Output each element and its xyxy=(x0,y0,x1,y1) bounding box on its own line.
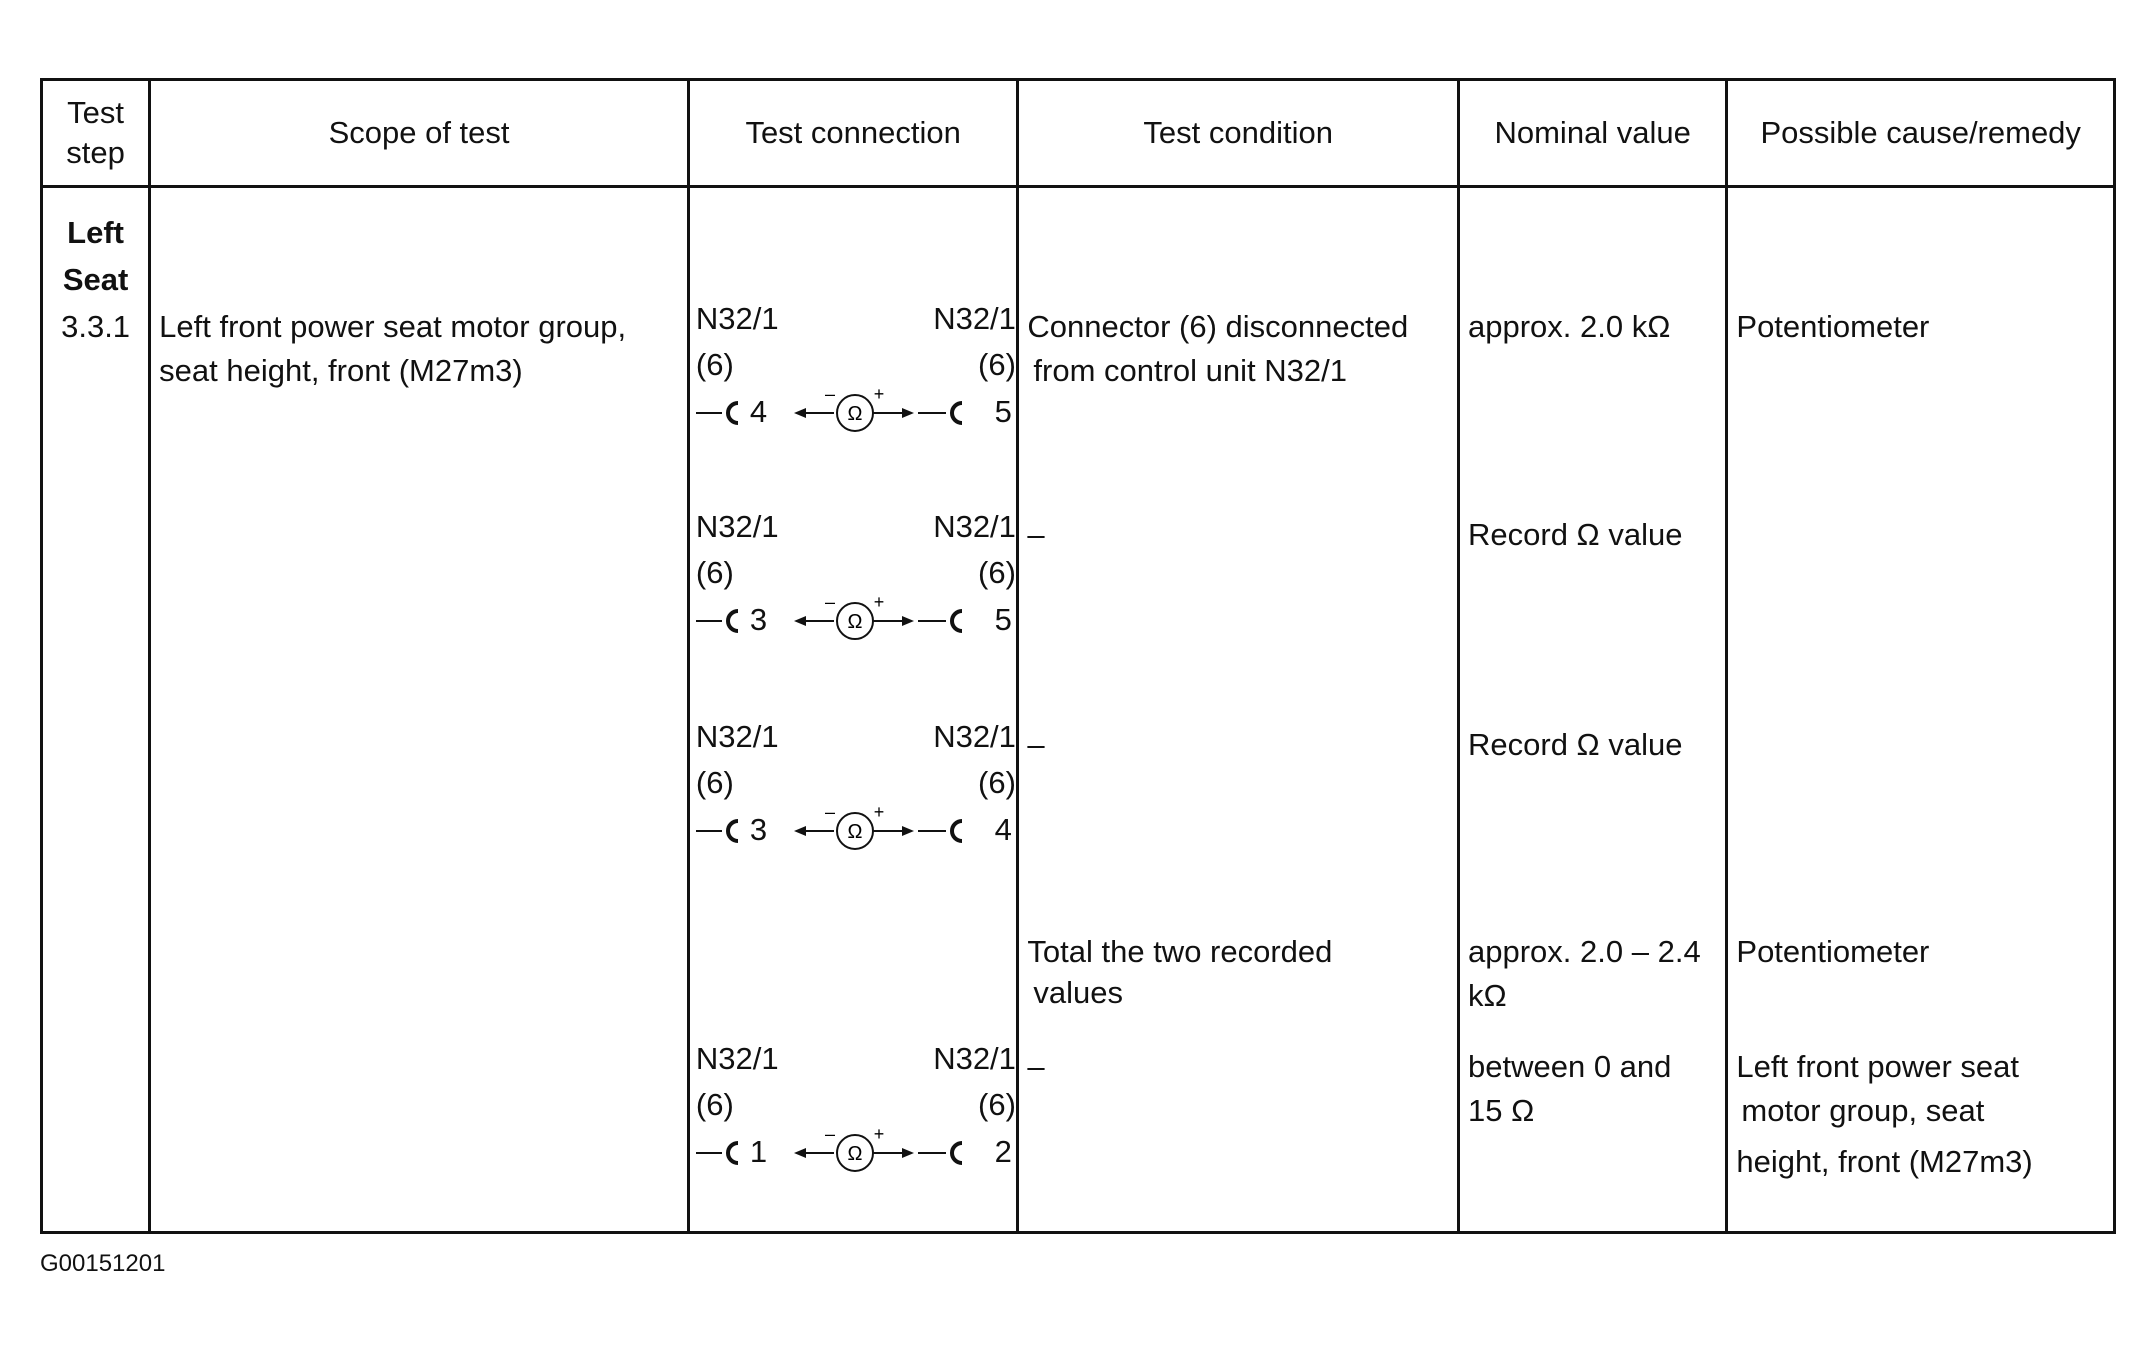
connector-left-sub: (6) xyxy=(695,765,734,800)
scope-line-2: seat height, front (M27m3) xyxy=(159,353,523,388)
plus-glyph: + xyxy=(873,595,885,612)
condition-line-2: from control unit N32/1 xyxy=(1033,353,1347,388)
pin-right-number: 5 xyxy=(994,602,1012,637)
right-pin-icon xyxy=(952,611,962,631)
header-nominal: Nominal value xyxy=(1459,80,1727,187)
left-pin-icon xyxy=(728,821,738,841)
figure-id: G00151201 xyxy=(40,1250,166,1277)
plus-glyph: + xyxy=(873,1127,885,1144)
nominal-line-1: approx. 2.0 – 2.4 xyxy=(1468,934,1701,969)
connector-right-sub: (6) xyxy=(978,765,1016,800)
header-condition: Test condition xyxy=(1018,80,1459,187)
step-cell xyxy=(42,187,150,1233)
condition-line-1: – xyxy=(1027,1049,1045,1084)
condition-line-1: Total the two recorded xyxy=(1027,934,1333,969)
condition-line-1: – xyxy=(1027,727,1045,762)
connector-right-label: N32/1 xyxy=(933,1041,1016,1076)
connection-cell xyxy=(688,187,1017,1233)
test-connection xyxy=(696,1041,1016,1181)
test-connection xyxy=(696,719,1016,859)
connector-right-sub: (6) xyxy=(978,555,1016,590)
left-arrow-icon xyxy=(794,616,806,626)
cause-line-1: Potentiometer xyxy=(1736,309,1930,344)
right-arrow-icon xyxy=(902,408,914,418)
nominal-line-1: between 0 and xyxy=(1468,1049,1672,1084)
left-pin-icon xyxy=(728,403,738,423)
cause-line-3: height, front (M27m3) xyxy=(1736,1144,2033,1179)
plus-glyph: + xyxy=(873,805,885,822)
minus-glyph: – xyxy=(824,805,835,822)
section-label-seat: Seat xyxy=(62,262,129,297)
minus-glyph: – xyxy=(824,595,835,612)
pin-right-number: 2 xyxy=(994,1134,1012,1169)
connector-left-label: N32/1 xyxy=(695,509,779,544)
pin-right-number: 4 xyxy=(994,812,1012,847)
connector-right-label: N32/1 xyxy=(933,301,1016,336)
nominal-line-2: kΩ xyxy=(1468,978,1507,1013)
right-arrow-icon xyxy=(902,826,914,836)
connector-right-label: N32/1 xyxy=(933,719,1016,754)
header-row xyxy=(42,80,2115,187)
ohmmeter-symbol xyxy=(696,387,1016,439)
step-number: 3.3.1 xyxy=(61,309,131,344)
right-pin-icon xyxy=(952,821,962,841)
connector-left-sub: (6) xyxy=(695,347,734,382)
pin-left-number: 3 xyxy=(749,602,768,637)
connector-right-label: N32/1 xyxy=(933,509,1016,544)
cause-line-1: Left front power seat xyxy=(1736,1049,2019,1084)
connector-right-sub: (6) xyxy=(978,1087,1016,1122)
ohmmeter-symbol xyxy=(696,595,1016,647)
connector-left-label: N32/1 xyxy=(695,1041,779,1076)
left-pin-icon xyxy=(728,1143,738,1163)
ohmmeter-symbol xyxy=(696,1127,1016,1179)
test-connection xyxy=(696,509,1016,649)
cause-line-2: motor group, seat xyxy=(1741,1093,1985,1128)
right-pin-icon xyxy=(952,1143,962,1163)
pin-left-number: 3 xyxy=(749,812,768,847)
connector-left-sub: (6) xyxy=(695,1087,734,1122)
right-pin-icon xyxy=(952,403,962,423)
body-row xyxy=(42,187,2115,1233)
header-connection: Test connection xyxy=(688,80,1017,187)
connector-right-sub: (6) xyxy=(978,347,1016,382)
ohm-glyph: Ω xyxy=(847,403,863,425)
pin-left-number: 1 xyxy=(749,1134,768,1169)
test-table xyxy=(40,78,2116,1234)
scope-line-1: Left front power seat motor group, xyxy=(159,309,627,344)
header-cause: Possible cause/remedy xyxy=(1727,80,2115,187)
left-arrow-icon xyxy=(794,408,806,418)
connector-left-sub: (6) xyxy=(695,555,734,590)
plus-glyph: + xyxy=(873,387,885,404)
right-arrow-icon xyxy=(902,1148,914,1158)
condition-line-1: Connector (6) disconnected xyxy=(1027,309,1409,344)
section-label-left: Left xyxy=(67,215,124,250)
ohm-glyph: Ω xyxy=(847,611,863,633)
nominal-line-1: approx. 2.0 kΩ xyxy=(1468,309,1671,344)
nominal-line-2: 15 Ω xyxy=(1468,1093,1535,1128)
right-arrow-icon xyxy=(902,616,914,626)
left-pin-icon xyxy=(728,611,738,631)
cause-cell xyxy=(1727,187,2115,1233)
cause-line-1: Potentiometer xyxy=(1736,934,1930,969)
minus-glyph: – xyxy=(824,1127,835,1144)
ohm-glyph: Ω xyxy=(847,821,863,843)
connector-left-label: N32/1 xyxy=(695,301,779,336)
minus-glyph: – xyxy=(824,387,835,404)
condition-line-1: – xyxy=(1027,517,1045,552)
pin-left-number: 4 xyxy=(749,394,768,429)
header-scope: Scope of test xyxy=(150,80,689,187)
condition-line-2: values xyxy=(1033,975,1123,1010)
left-arrow-icon xyxy=(794,826,806,836)
condition-cell xyxy=(1018,187,1459,1233)
ohm-glyph: Ω xyxy=(847,1143,863,1165)
nominal-line-1: Record Ω value xyxy=(1468,517,1683,552)
left-arrow-icon xyxy=(794,1148,806,1158)
pin-right-number: 5 xyxy=(994,394,1012,429)
header-step: Test step xyxy=(42,80,150,187)
test-connection xyxy=(696,301,1016,441)
ohmmeter-symbol xyxy=(696,805,1016,857)
nominal-cell xyxy=(1459,187,1727,1233)
scope-cell xyxy=(150,187,689,1233)
connector-left-label: N32/1 xyxy=(695,719,779,754)
nominal-line-1: Record Ω value xyxy=(1468,727,1683,762)
